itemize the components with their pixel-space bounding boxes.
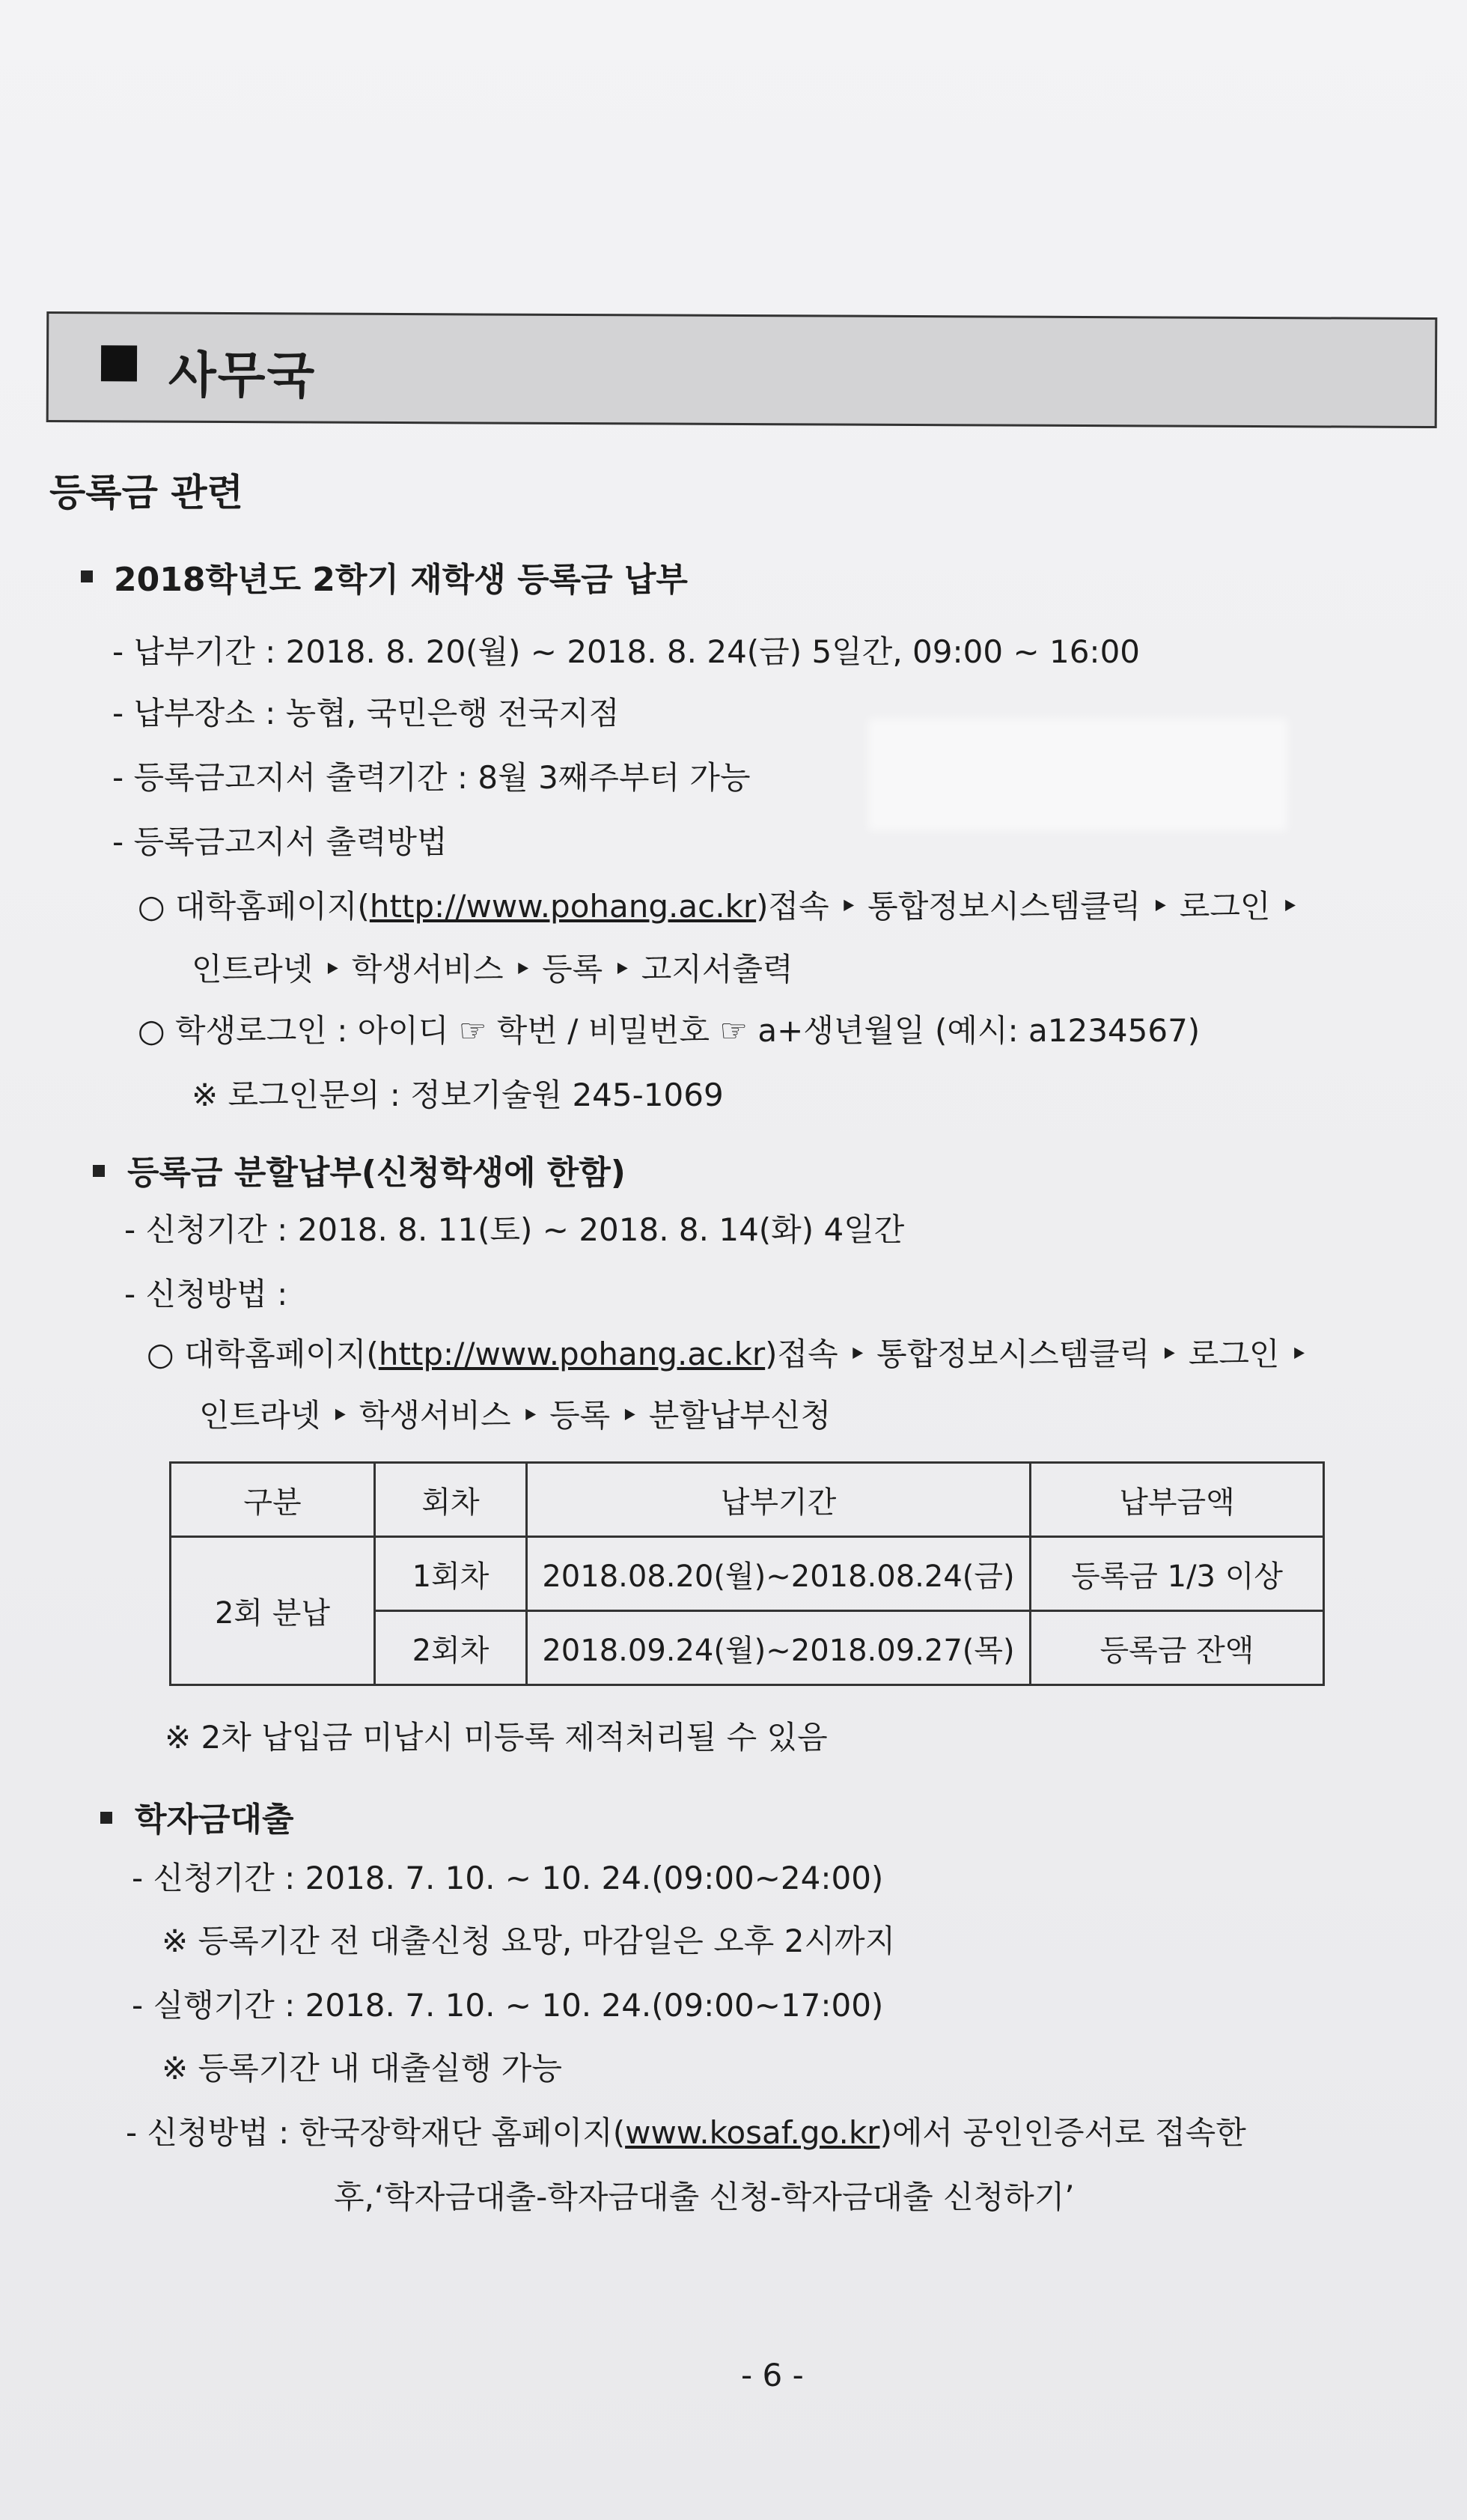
table-cell: 2018.09.24(월)~2018.09.27(목) [527,1611,1031,1685]
installment-step1 [147,1330,1308,1375]
tuition-step1 [138,882,1299,927]
loan-method-suffix: )에서 공인인증서로 접속한 [879,2114,1246,2151]
installment-step1-cont: 인트라넷 ‣ 학생서비스 ‣ 등록 ‣ 분할납부신청 [199,1397,832,1434]
tuition-heading: 2018학년도 2학기 재학생 등록금 납부 [114,561,688,599]
tuition-period: - 납부기간 : 2018. 8. 20(월) ~ 2018. 8. 24(금) 5일간, 09:00 ~ 16:00 [112,633,1141,670]
tuition-print-period: - 등록금고지서 출력기간 : 8월 3째주부터 가능 [112,759,751,796]
tuition-place: - 납부장소 : 농협, 국민은행 전국지점 [112,695,620,731]
page-number: - 6 - [741,2357,804,2393]
tuition-step1-prefix: ○ 대학홈페이지( [138,888,370,925]
paper-smudge [868,719,1287,831]
installment-heading: 등록금 분할납부(신청학생에 한함) [127,1154,626,1192]
tuition-step1-cont: 인트라넷 ‣ 학생서비스 ‣ 등록 ‣ 고지서출력 [192,951,793,987]
bullet-square-icon [100,1812,112,1824]
table-cell: 등록금 1/3 이상 [1031,1537,1324,1611]
header-title: 사무국 [168,346,317,405]
installment-table [169,1461,1325,1686]
homepage-link[interactable]: http://www.pohang.ac.kr [378,1336,766,1372]
table-header-row [171,1463,1324,1537]
loan-method-cont: 후,‘학자금대출-학자금대출 신청-학자금대출 신청하기’ [334,2179,1075,2215]
kosaf-link[interactable]: www.kosaf.go.kr [625,2114,880,2151]
table-cell: 1회차 [375,1537,527,1611]
installment-period: - 신청기간 : 2018. 8. 11(토) ~ 2018. 8. 14(화) 4일간 [124,1211,905,1248]
loan-apply-period: - 신청기간 : 2018. 7. 10. ~ 10. 24.(09:00~24:00) [132,1860,884,1896]
bullet-square-icon [93,1165,105,1177]
table-header-cell: 구분 [171,1463,375,1537]
loan-exec-period: - 실행기간 : 2018. 7. 10. ~ 10. 24.(09:00~17:00) [132,1987,884,2024]
installment-method: - 신청방법 : [124,1276,288,1312]
table-cell: 2018.08.20(월)~2018.08.24(금) [527,1537,1031,1611]
table-cell: 2회차 [375,1611,527,1685]
loan-apply-note: ※ 등록기간 전 대출신청 요망, 마감일은 오후 2시까지 [162,1923,896,1959]
loan-method-prefix: - 신청방법 : 한국장학재단 홈페이지( [126,2114,626,2151]
table-header-cell: 납부금액 [1031,1463,1324,1537]
table-header-cell: 회차 [375,1463,527,1537]
loan-method [126,2108,1246,2153]
tuition-step2: ○ 학생로그인 : 아이디 ☞ 학번 / 비밀번호 ☞ a+생년월일 (예시: a1234567) [138,1012,1201,1049]
tuition-note: ※ 로그인문의 : 정보기술원 245-1069 [192,1077,724,1113]
section-title: 등록금 관련 [49,471,243,514]
table-group-cell: 2회 분납 [171,1537,375,1685]
loan-exec-note: ※ 등록기간 내 대출실행 가능 [162,2050,562,2087]
table-header-cell: 납부기간 [527,1463,1031,1537]
tuition-step1-suffix: )접속 ‣ 통합정보시스템클릭 ‣ 로그인 ‣ [756,888,1299,925]
installment-step1-suffix: )접속 ‣ 통합정보시스템클릭 ‣ 로그인 ‣ [765,1336,1308,1372]
bullet-square-icon [81,570,93,582]
installment-step1-prefix: ○ 대학홈페이지( [147,1336,379,1372]
black-square-icon [101,345,137,381]
installment-note: ※ 2차 납입금 미납시 미등록 제적처리될 수 있음 [165,1719,828,1756]
section-header-box [46,311,1438,428]
table-cell: 등록금 잔액 [1031,1611,1324,1685]
table-row [171,1537,1324,1611]
tuition-print-method: - 등록금고지서 출력방법 [112,824,448,860]
homepage-link[interactable]: http://www.pohang.ac.kr [369,888,757,925]
loan-heading: 학자금대출 [135,1801,294,1839]
